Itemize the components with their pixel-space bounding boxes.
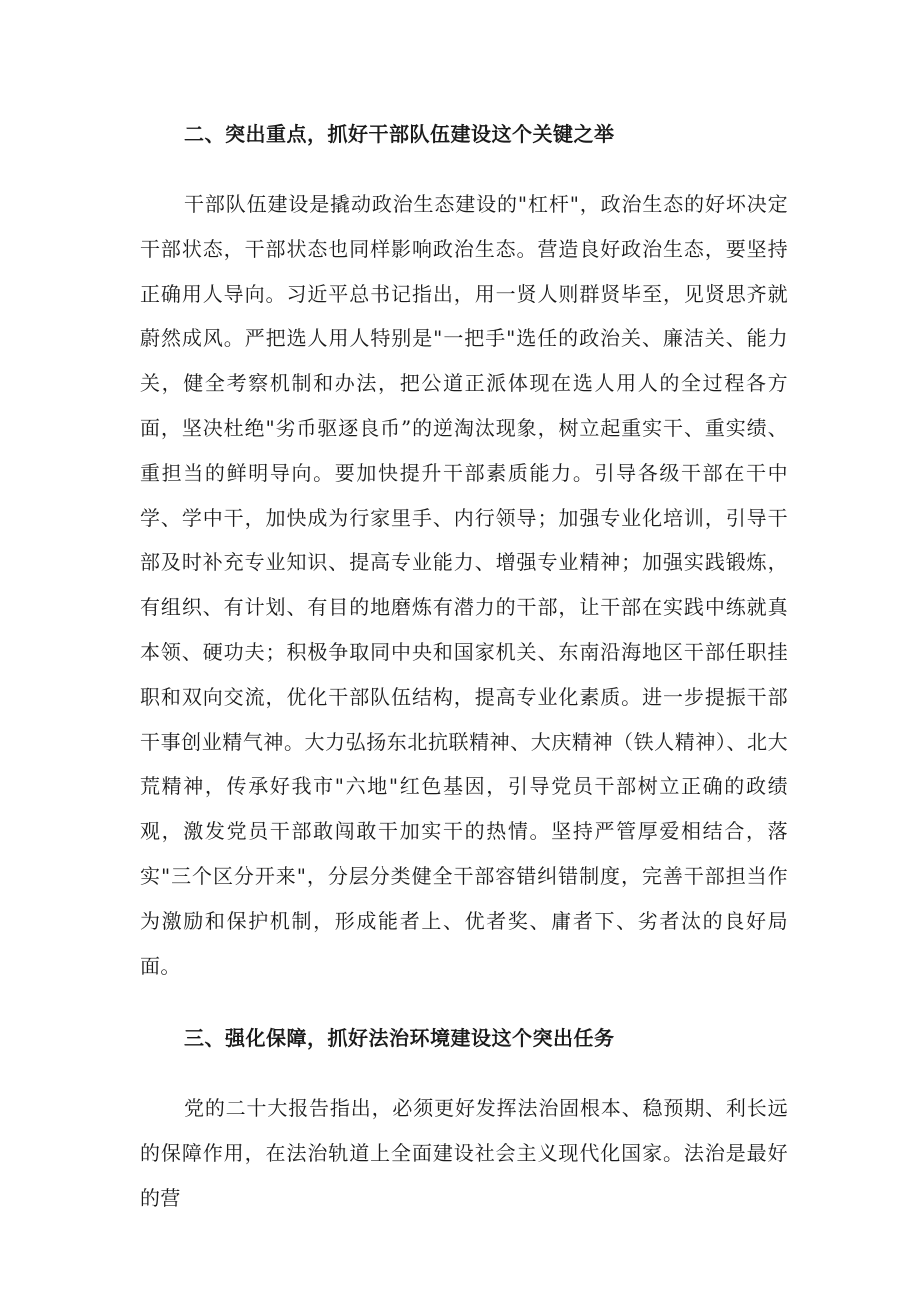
spacer bbox=[140, 1060, 788, 1086]
document-body bbox=[140, 112, 788, 1221]
spacer bbox=[140, 156, 788, 182]
spacer bbox=[140, 988, 788, 1016]
section-heading-3: 三、强化保障，抓好法治环境建设这个突出任务 bbox=[184, 1026, 615, 1051]
section-paragraph-3: 党的二十大报告指出，必须更好发挥法治固根本、稳预期、利长远的保障作用，在法治轨道上全面建设社会主义现代化国家。法治是最好的营 bbox=[140, 1096, 788, 1210]
section-heading-2: 二、突出重点，抓好干部队伍建设这个关键之举 bbox=[184, 122, 615, 146]
section-paragraph-2: 干部队伍建设是撬动政治生态建设的"杠杆"，政治生态的好坏决定干部状态，干部状态也同样影响政治生态。营造良好政治生态，要坚持正确用人导向。习近平总书记指出，用一贤人则群贤毕至，见贤思齐就蔚然成风。严把选人用人特别是"一把手"选任的政治关、廉洁关、能力关，健全考察机制和办法，把公道正派体现在选人用人的全过程各方面，坚决杜绝"劣币驱逐良币”的逆淘汰现象，树立起重实干、重实绩、重担当的鲜明导向。要加快提升干部素质能力。引导各级干部在干中学、学中干，加快成为行家里手、内行领导；加强专业化培训，引导干部及时补充专业知识、提高专业能力、增强专业精神；加强实践锻炼，有组织、有计划、有目的地磨炼有潜力的干部，让干部在实践中练就真本领、硬功夫；积极争取同中央和国家机关、东南沿海地区干部任职挂职和双向交流，优化干部队伍结构，提高专业化素质。进一步提振干部干事创业精气神。大力弘扬东北抗联精神、大庆精神（铁人精神）、北大荒精神，传承好我市"六地"红色基因，引导党员干部树立正确的政绩观，激发党员干部敢闯敢干加实干的热情。坚持严管厚爱相结合，落实"三个区分开来"，分层分类健全干部容错纠错制度，完善干部担当作为激励和保护机制，形成能者上、优者奖、庸者下、劣者汰的良好局面。 bbox=[140, 192, 788, 978]
